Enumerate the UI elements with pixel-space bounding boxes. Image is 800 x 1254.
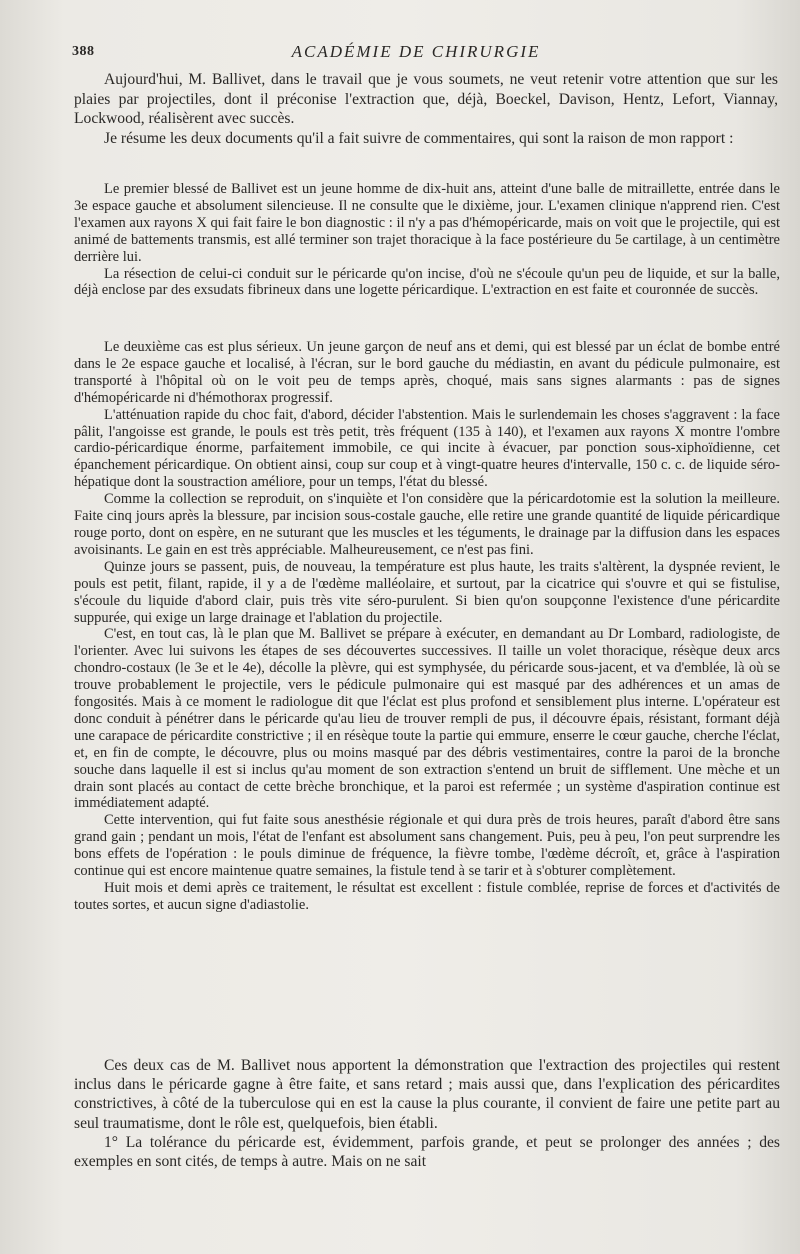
case-paragraph: L'atténuation rapide du choc fait, d'abord, décider l'abstention. Mais le surlendemain les choses s'aggravent : la face pâlit, l'angoisse est grande, le pouls est très petit, très fréquent (135 à 140), et l'examen aux rayons X montre l'ombre cardio-péricardique énorme, parfaitement immobile, ce qui incite à évacuer, par ponction sous-xiphoïdienne, cet épanchement péricardique. On obtient ainsi, coup sur coup et à vingt-quatre heures d'intervalle, 150 c. c. de liquide séro-hépatique dont la soustraction améliore, pour un temps, l'état du blessé. — [74, 406, 780, 491]
case-paragraph: Le premier blessé de Ballivet est un jeune homme de dix-huit ans, atteint d'une balle de mitraillette, entrée dans le 3e espace gauche et absolument silencieuse. Il ne consulte que le dixième, jour. L'examen clinique n'apprend rien. C'est l'examen aux rayons X qui fait faire le bon diagnostic : il n'y a pas d'hémopéricarde, mais on voit que le projectile, qui est animé de battements transmis, est allé terminer son trajet thoracique à la face postérieure du 5e cartilage, à un centimètre derrière lui. — [74, 181, 780, 265]
case-paragraph: Le deuxième cas est plus sérieux. Un jeune garçon de neuf ans et demi, qui est blessé par un éclat de bombe entré dans le 2e espace gauche et localisé, à l'écran, sur le bord gauche du médiastin, en avant du pédicule pulmonaire, est transporté à l'hôpital où on le voit peu de temps après, choqué, mais sans signes alarmants : pas de signes d'hémopéricarde ni d'hémothorax progressif. — [74, 339, 780, 406]
case-paragraph: La résection de celui-ci conduit sur le péricarde qu'on incise, d'où ne s'écoule qu'un peu de liquide, et sur la balle, déjà enclose par des exsudats fibrineux dans une logette péricardique. L'extraction en est faite et couronnée de succès. — [74, 265, 780, 299]
first-case-section — [74, 181, 780, 299]
second-case-section — [74, 339, 780, 914]
conclusion-paragraph: Ces deux cas de M. Ballivet nous apportent la démonstration que l'extraction des projectiles qui restent inclus dans le péricarde gagne à être faite, et sans retard ; mais aussi que, dans l'explication des péricardites constrictives, à côté de la tuberculose qui en est la cause la plus courante, il convient de faire une petite part au seul traumatisme, dont le rôle est, quelquefois, bien établi. — [74, 1057, 780, 1132]
case-paragraph: Cette intervention, qui fut faite sous anesthésie régionale et qui dura près de trois heures, paraît d'abord être sans grand gain ; pendant un mois, l'état de l'enfant est absolument sans changement. Puis, peu à peu, l'on peut surprendre les bons effets de l'opération : le pouls diminue de fréquence, la fièvre tombe, l'œdème décroît, et, grâce à l'aspiration continue qui est encore maintenue quatre semaines, la fistule tend à se tarir et à s'obturer complètement. — [74, 812, 780, 880]
conclusion-section — [74, 1056, 780, 1171]
conclusion-paragraph: 1° La tolérance du péricarde est, évidemment, parfois grande, et peut se prolonger des années ; des exemples en sont cités, de temps à autre. Mais on ne sait — [74, 1133, 780, 1171]
page-header — [72, 40, 760, 66]
case-paragraph: Comme la collection se reproduit, on s'inquiète et l'on considère que la péricardotomie est la solution la meilleure. Faite cinq jours après la blessure, par incision sous-costale gauche, elle retire une grande quantité de liquide péricardique rouge porto, dont on espère, en ne suturant que les muscles et les téguments, le drainage par la diffusion dans les espaces avoisinants. Le gain en est très appréciable. Malheureusement, ce n'est pas fini. — [74, 491, 780, 558]
intro-paragraph: Je résume les deux documents qu'il a fait suivre de commentaires, qui sont la raison de mon rapport : — [104, 129, 734, 147]
intro-paragraph: Aujourd'hui, M. Ballivet, dans le travail que je vous soumets, ne veut retenir votre attention que sur les plaies par projectiles, dont il préconise l'extraction que, déjà, Boeckel, Davison, Hentz, Lefort, Viannay, Lockwood, réalisèrent avec succès. — [74, 71, 778, 127]
intro-section — [74, 70, 778, 148]
running-title: ACADÉMIE DE CHIRURGIE — [291, 42, 541, 61]
case-paragraph: Quinze jours se passent, puis, de nouveau, la température est plus haute, les traits s'altèrent, la dyspnée revient, le pouls est petit, filant, rapide, il y a de l'œdème malléolaire, et surtout, par la cicatrice qui s'ouvre et qui se fistulise, s'écoule du liquide d'abord clair, puis très vite séro-purulent. Si bien qu'on soupçonne l'existence d'une péricardite suppurée, qui exige un large drainage et l'ablation du projectile. — [74, 558, 780, 626]
page-number: 388 — [72, 44, 95, 59]
case-paragraph: Huit mois et demi après ce traitement, le résultat est excellent : fistule comblée, reprise de forces et d'activités de toutes sortes, et aucun signe d'adiastolie. — [74, 880, 780, 913]
case-paragraph: C'est, en tout cas, là le plan que M. Ballivet se prépare à exécuter, en demandant au Dr Lombard, radiologiste, de l'orienter. Avec lui suivons les étapes de ses découvertes successives. Il taille un volet thoracique, résèque deux arcs chondro-costaux (le 3e et le 4e), décolle la plèvre, qui est symphysée, du péricarde sous-jacent, et va d'emblée, là où se trouve probablement le projectile, vers le pédicule pulmonaire qui est masqué par des adhérences et un amas de fongosités. Mais à ce moment le radiologue dit que l'éclat est plus profond et sensiblement plus interne. L'opérateur est donc conduit à pénétrer dans le péricarde qu'au lieu de trouver rempli de pus, il découvre épais, résistant, formant déjà une carapace de péricardite constrictive ; il en résèque toute la partie qui emmure, enserre le cœur gauche, cherche l'éclat, et, en fin de compte, le découvre, plus ou moins masqué par des débris vestimentaires, contre la paroi de la bronche souche dans laquelle il est si inclus qu'au moment de son extraction s'entend un bruit de sifflement. Une mèche et un drain sont placés au contact de cette brèche bronchique, et la paroi est refermée ; un système d'aspiration continue est immédiatement adapté. — [74, 626, 780, 812]
